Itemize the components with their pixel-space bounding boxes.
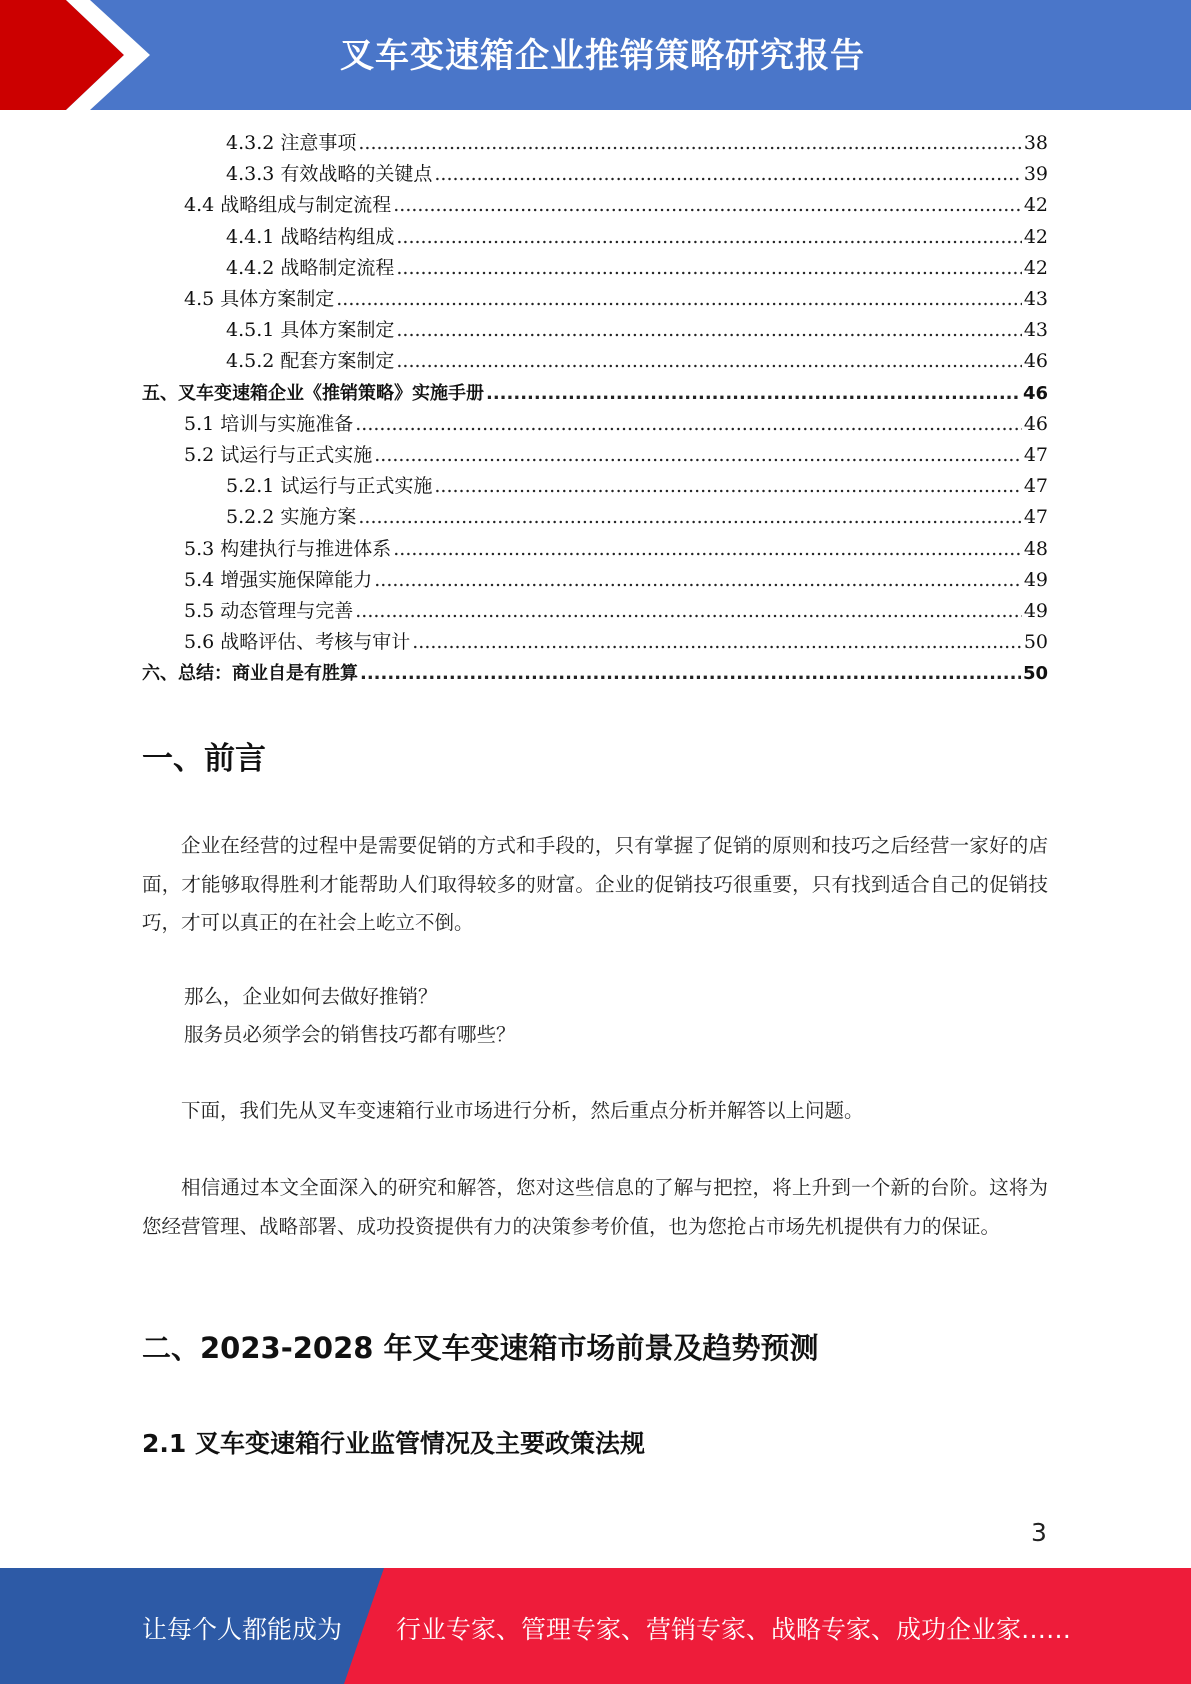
toc-entry-page: 43 bbox=[1023, 319, 1048, 342]
toc-entry-label: 五、叉车变速箱企业《推销策略》实施手册 bbox=[142, 382, 484, 404]
toc-entry-page: 50 bbox=[1022, 663, 1048, 685]
page-number: 3 bbox=[1031, 1518, 1047, 1547]
toc-entry-page: 49 bbox=[1023, 599, 1048, 622]
toc-entry-label: 5.1 培训与实施准备 bbox=[184, 412, 354, 435]
report-title: 叉车变速箱企业推销策略研究报告 bbox=[340, 36, 865, 76]
footer-banner bbox=[0, 1568, 1191, 1684]
toc-entry-page: 42 bbox=[1023, 256, 1048, 279]
toc-entry-page: 47 bbox=[1023, 475, 1048, 498]
toc-leader-dots bbox=[396, 222, 1021, 253]
toc-leader-dots bbox=[396, 346, 1021, 377]
toc-entry[interactable] bbox=[142, 533, 1048, 564]
toc-entry-label: 5.2.1 试运行与正式实施 bbox=[226, 475, 433, 498]
toc-entry-label: 5.6 战略评估、考核与审计 bbox=[184, 631, 411, 654]
toc-entry-page: 42 bbox=[1023, 194, 1048, 217]
toc-leader-dots bbox=[396, 253, 1021, 284]
header-banner bbox=[0, 0, 1191, 110]
toc-leader-dots bbox=[336, 284, 1022, 315]
toc-entry[interactable] bbox=[142, 315, 1048, 346]
toc-entry[interactable] bbox=[142, 409, 1048, 440]
question-line: 服务员必须学会的销售技巧都有哪些？ bbox=[184, 1023, 516, 1046]
table-of-contents bbox=[142, 128, 1048, 689]
toc-leader-dots bbox=[393, 190, 1022, 221]
toc-entry-label: 5.3 构建执行与推进体系 bbox=[184, 537, 392, 560]
toc-leader-dots bbox=[355, 596, 1022, 627]
toc-entry-page: 50 bbox=[1023, 631, 1048, 654]
section-heading-forecast: 二、2023-2028 年叉车变速箱市场前景及趋势预测 bbox=[142, 1331, 819, 1365]
toc-entry-label: 4.5.1 具体方案制定 bbox=[226, 319, 395, 342]
paragraph: 相信通过本文全面深入的研究和解答，您对这些信息的了解与把控，将上升到一个新的台阶。这将为您经营管理、战略部署、成功投资提供有力的决策参考价值，也为您抢占市场先机提供有力的保证。 bbox=[142, 1176, 1048, 1238]
toc-entry-page: 39 bbox=[1023, 163, 1048, 186]
toc-entry[interactable] bbox=[142, 128, 1048, 159]
toc-entry-label: 4.4.1 战略结构组成 bbox=[226, 225, 395, 248]
toc-leader-dots bbox=[434, 159, 1021, 190]
toc-entry-page: 46 bbox=[1023, 412, 1048, 435]
toc-entry[interactable] bbox=[142, 565, 1048, 596]
footer-slogan-left: 让每个人都能成为 bbox=[142, 1615, 343, 1644]
toc-entry-page: 49 bbox=[1023, 568, 1048, 591]
toc-entry[interactable] bbox=[142, 346, 1048, 377]
toc-leader-dots bbox=[355, 409, 1022, 440]
toc-entry-label: 六、总结：商业自是有胜算 bbox=[142, 663, 358, 685]
paragraph: 企业在经营的过程中是需要促销的方式和手段的，只有掌握了促销的原则和技巧之后经营一家好的店面，才能够取得胜利才能帮助人们取得较多的财富。企业的促销技巧很重要，只有找到适合自己的促销技巧，才可以真正的在社会上屹立不倒。 bbox=[142, 834, 1048, 934]
toc-entry[interactable] bbox=[142, 222, 1048, 253]
toc-entry[interactable] bbox=[142, 159, 1048, 190]
toc-entry[interactable] bbox=[142, 284, 1048, 315]
toc-entry-page: 47 bbox=[1023, 443, 1048, 466]
toc-entry-page: 48 bbox=[1023, 537, 1048, 560]
toc-entry-label: 5.2 试运行与正式实施 bbox=[184, 443, 373, 466]
toc-entry[interactable] bbox=[142, 378, 1048, 409]
toc-entry[interactable] bbox=[142, 253, 1048, 284]
toc-leader-dots bbox=[486, 378, 1021, 409]
question-line: 那么，企业如何去做好推销？ bbox=[184, 985, 438, 1008]
toc-entry-page: 46 bbox=[1022, 382, 1048, 404]
toc-entry-label: 4.5.2 配套方案制定 bbox=[226, 350, 395, 373]
toc-leader-dots bbox=[393, 534, 1022, 565]
toc-entry-page: 42 bbox=[1023, 225, 1048, 248]
toc-leader-dots bbox=[360, 658, 1021, 689]
toc-leader-dots bbox=[358, 502, 1021, 533]
toc-entry-label: 4.5 具体方案制定 bbox=[184, 288, 335, 311]
toc-leader-dots bbox=[396, 315, 1021, 346]
toc-leader-dots bbox=[412, 627, 1022, 658]
toc-entry-page: 43 bbox=[1023, 288, 1048, 311]
subsection-heading: 2.1 叉车变速箱行业监管情况及主要政策法规 bbox=[142, 1429, 645, 1458]
toc-entry[interactable] bbox=[142, 440, 1048, 471]
footer-slogan-right: 行业专家、管理专家、营销专家、战略专家、成功企业家…… bbox=[396, 1615, 1072, 1644]
toc-entry-page: 38 bbox=[1023, 132, 1048, 155]
toc-entry[interactable] bbox=[142, 658, 1048, 689]
toc-entry-label: 4.3.3 有效战略的关键点 bbox=[226, 163, 433, 186]
toc-leader-dots bbox=[434, 471, 1021, 502]
toc-entry[interactable] bbox=[142, 627, 1048, 658]
toc-entry-label: 5.4 增强实施保障能力 bbox=[184, 568, 373, 591]
toc-entry-page: 46 bbox=[1023, 350, 1048, 373]
toc-entry[interactable] bbox=[142, 502, 1048, 533]
toc-entry-label: 4.4 战略组成与制定流程 bbox=[184, 194, 392, 217]
toc-entry-page: 47 bbox=[1023, 506, 1048, 529]
toc-entry-label: 4.3.2 注意事项 bbox=[226, 132, 357, 155]
toc-leader-dots bbox=[374, 440, 1022, 471]
toc-leader-dots bbox=[358, 128, 1021, 159]
toc-entry-label: 5.5 动态管理与完善 bbox=[184, 599, 354, 622]
section-heading-preface: 一、前言 bbox=[142, 741, 266, 777]
toc-entry[interactable] bbox=[142, 471, 1048, 502]
toc-leader-dots bbox=[374, 565, 1022, 596]
toc-entry-label: 4.4.2 战略制定流程 bbox=[226, 256, 395, 279]
paragraph: 下面，我们先从叉车变速箱行业市场进行分析，然后重点分析并解答以上问题。 bbox=[181, 1099, 864, 1122]
toc-entry-label: 5.2.2 实施方案 bbox=[226, 506, 357, 529]
toc-entry[interactable] bbox=[142, 596, 1048, 627]
toc-entry[interactable] bbox=[142, 190, 1048, 221]
